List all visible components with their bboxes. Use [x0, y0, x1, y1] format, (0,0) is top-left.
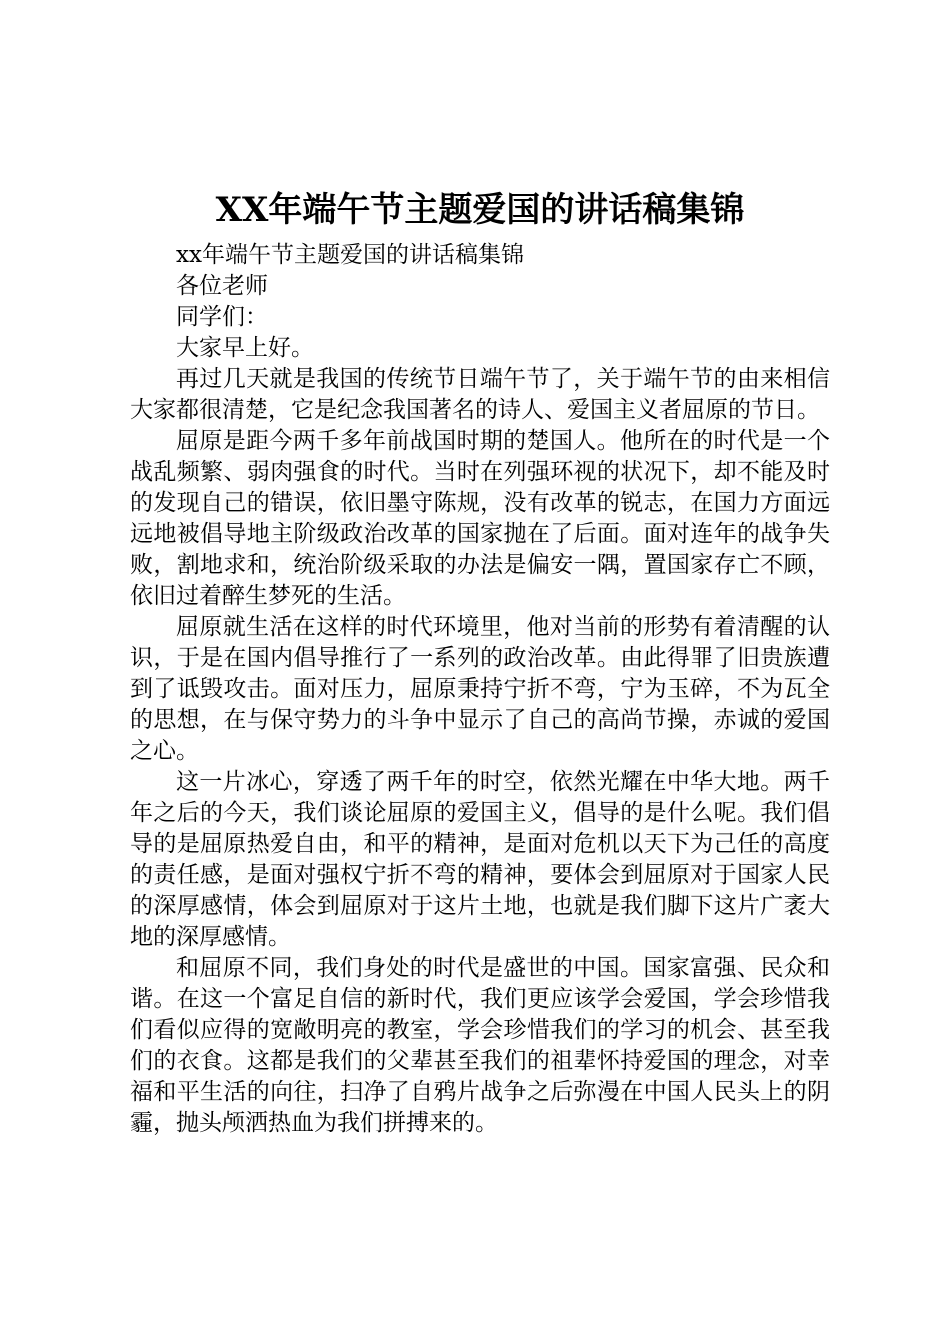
paragraph-body-1: 再过几天就是我国的传统节日端午节了，关于端午节的由来相信大家都很清楚，它是纪念我国著名的诗人、爱国主义者屈原的节日。	[130, 366, 830, 423]
paragraph-body-5: 和屈原不同，我们身处的时代是盛世的中国。国家富强、民众和谐。在这一个富足自信的新时代，我们更应该学会爱国，学会珍惜我们看似应得的宽敞明亮的教室，学会珍惜我们的学习的机会、甚至我们的衣食。这都是我们的父辈甚至我们的祖辈怀持爱国的理念，对幸福和平生活的向往，扫净了自鸦片战争之后弥漫在中国人民头上的阴霾，抛头颅洒热血为我们拼搏来的。	[130, 955, 830, 1136]
paragraph-subtitle: xx年端午节主题爱国的讲话稿集锦	[176, 242, 524, 268]
document-body	[130, 240, 830, 1139]
paragraph-salutation-students: 同学们：	[176, 304, 268, 330]
paragraph-salutation-teachers: 各位老师	[176, 273, 268, 299]
document-title: XX年端午节主题爱国的讲话稿集锦	[215, 190, 745, 230]
paragraph-body-3: 屈原就生活在这样的时代环境里，他对当前的形势有着清醒的认识，于是在国内倡导推行了一系列的政治改革。由此得罪了旧贵族遭到了诋毁攻击。面对压力，屈原秉持宁折不弯，宁为玉碎，不为瓦全的思想，在与保守势力的斗争中显示了自己的高尚节操，赤诚的爱国之心。	[130, 614, 830, 764]
paragraph-body-2: 屈原是距今两千多年前战国时期的楚国人。他所在的时代是一个战乱频繁、弱肉强食的时代。当时在列强环视的状况下，却不能及时的发现自己的错误，依旧墨守陈规，没有改革的锐志，在国力方面远远地被倡导地主阶级政治改革的国家抛在了后面。面对连年的战争失败，割地求和，统治阶级采取的办法是偏安一隅，置国家存亡不顾，依旧过着醉生梦死的生活。	[130, 428, 830, 609]
paragraph-greeting: 大家早上好。	[176, 335, 314, 361]
document-page	[130, 180, 830, 1139]
paragraph-body-4: 这一片冰心，穿透了两千年的时空，依然光耀在中华大地。两千年之后的今天，我们谈论屈原的爱国主义，倡导的是什么呢。我们倡导的是屈原热爱自由，和平的精神，是面对危机以天下为己任的高度的责任感，是面对强权宁折不弯的精神，要体会到屈原对于国家人民的深厚感情，体会到屈原对于这片土地，也就是我们脚下这片广袤大地的深厚感情。	[130, 769, 830, 950]
